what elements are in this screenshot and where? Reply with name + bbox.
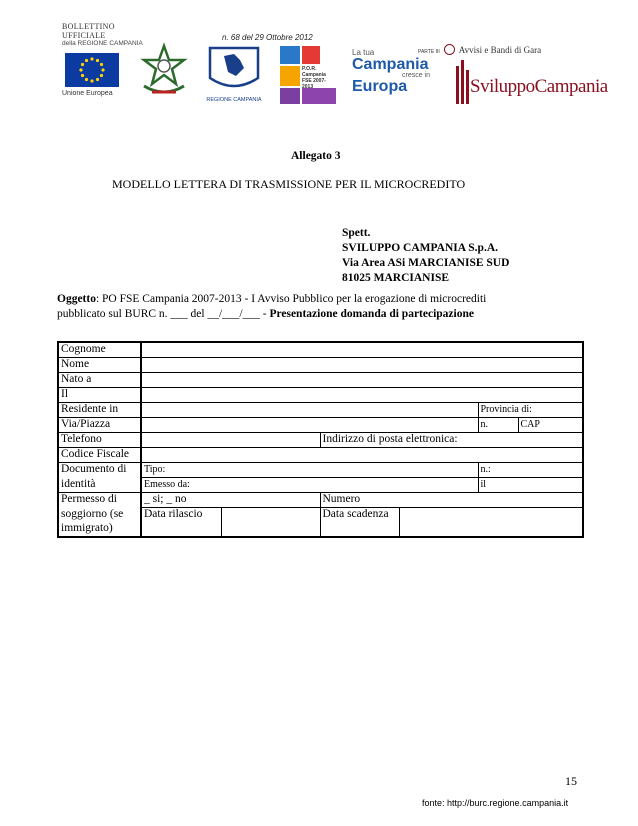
recipient-line: 81025 MARCIANISE <box>342 272 450 284</box>
campania-label: Campania <box>352 56 429 73</box>
residente-field[interactable] <box>141 403 478 418</box>
cap-field[interactable]: CAP <box>518 418 583 433</box>
por-fse-logo <box>280 46 336 104</box>
data-rilascio-field[interactable] <box>221 508 320 537</box>
sviluppo-campania-logo <box>456 58 608 106</box>
oggetto-label: Oggetto <box>57 293 96 305</box>
codice-fiscale-field[interactable] <box>141 448 583 463</box>
civic-number-field[interactable]: n. <box>478 418 518 433</box>
provincia-field[interactable]: Provincia di: <box>478 403 583 418</box>
cresce-label: cresce in <box>401 72 430 79</box>
recipient-line: SVILUPPO CAMPANIA S.p.A. <box>342 242 499 254</box>
table-row <box>58 448 583 463</box>
page-number: 15 <box>565 774 577 788</box>
europa-label: Europa <box>352 78 408 95</box>
recipient-line: Spett. <box>342 227 371 239</box>
cognome-field[interactable] <box>141 342 583 358</box>
doc-number-field[interactable]: n.: <box>478 463 583 478</box>
data-rilascio-label: Data rilascio <box>141 508 221 537</box>
table-row <box>58 508 583 522</box>
regione-campania-logo <box>206 46 262 104</box>
table-row <box>58 388 583 403</box>
email-field[interactable]: Indirizzo di posta elettronica: <box>320 433 583 448</box>
il-field[interactable] <box>141 388 583 403</box>
table-row <box>58 358 583 373</box>
avvisi-label: Avvisi e Bandi di Gara <box>458 45 542 55</box>
nato-a-label: Nato a <box>58 373 141 388</box>
data-scadenza-field[interactable] <box>399 508 583 537</box>
documento-label: Documento di <box>58 463 141 478</box>
oggetto-line-1 <box>57 292 486 307</box>
sviluppo-label: SviluppoCampania <box>470 76 608 97</box>
avvisi-header <box>418 40 541 58</box>
codice-fiscale-label: Codice Fiscale <box>58 448 141 463</box>
permesso-label-2: soggiorno (se <box>58 508 141 522</box>
telefono-field[interactable] <box>141 433 320 448</box>
table-row <box>58 418 583 433</box>
table-row <box>58 342 583 358</box>
bollettino-title: BOLLETTINO UFFICIALE <box>62 22 115 40</box>
seal-icon <box>444 44 455 55</box>
table-row <box>58 403 583 418</box>
residente-label: Residente in <box>58 403 141 418</box>
source-url: fonte: http://burc.regione.campania.it <box>422 798 569 808</box>
applicant-form-table <box>57 341 584 538</box>
oggetto-line-2 <box>57 307 474 322</box>
eu-flag-icon <box>65 53 119 87</box>
documento-label-2: identità <box>58 478 141 493</box>
il-label: Il <box>58 388 141 403</box>
italian-republic-emblem-icon <box>138 42 190 100</box>
bollettino-subtitle: della REGIONE CAMPANIA <box>62 40 143 47</box>
doc-date-field[interactable]: il <box>478 478 583 493</box>
table-row <box>58 463 583 478</box>
si-no-field[interactable]: _ si; _ no <box>141 493 320 508</box>
por-label: P.O.R. Campania FSE 2007-2013 <box>302 66 326 90</box>
via-field[interactable] <box>141 418 478 433</box>
recipient-block <box>342 226 509 286</box>
emesso-da-field[interactable]: Emesso da: <box>141 478 478 493</box>
telefono-label: Telefono <box>58 433 141 448</box>
cognome-label: Cognome <box>58 342 141 358</box>
numero-field[interactable]: Numero <box>320 493 583 508</box>
nome-field[interactable] <box>141 358 583 373</box>
table-row <box>58 433 583 448</box>
data-scadenza-label: Data scadenza <box>320 508 399 537</box>
permesso-label-3: immigrato) <box>58 522 141 537</box>
table-row <box>58 493 583 508</box>
oggetto-burc: pubblicato sul BURC n. ___ del __/___/___ - <box>57 308 270 320</box>
document-title: MODELLO LETTERA DI TRASMISSIONE PER IL MICROCREDITO <box>112 177 466 191</box>
nato-a-field[interactable] <box>141 373 583 388</box>
tipo-field[interactable]: Tipo: <box>141 463 478 478</box>
table-row <box>58 478 583 493</box>
oggetto-text: : PO FSE Campania 2007-2013 - I Avviso Pubblico per la erogazione di microcrediti <box>95 293 487 305</box>
via-label: Via/Piazza <box>58 418 141 433</box>
permesso-label: Permesso di <box>58 493 141 508</box>
nome-label: Nome <box>58 358 141 373</box>
recipient-line: Via Area ASi MARCIANISE SUD <box>342 257 510 269</box>
regione-campania-label: REGIONE CAMPANIA <box>206 97 262 103</box>
eu-label: Unione Europea <box>62 90 113 97</box>
la-tua-label: La tua <box>352 48 375 57</box>
bulletin-issue: n. 68 del 29 Ottobre 2012 <box>222 33 313 42</box>
sviluppo-bars-icon <box>456 60 470 104</box>
oggetto-purpose: Presentazione domanda di partecipazione <box>269 308 474 320</box>
parte-label: PARTE III <box>418 49 440 55</box>
allegato-label: Allegato 3 <box>291 150 341 162</box>
table-row <box>58 373 583 388</box>
